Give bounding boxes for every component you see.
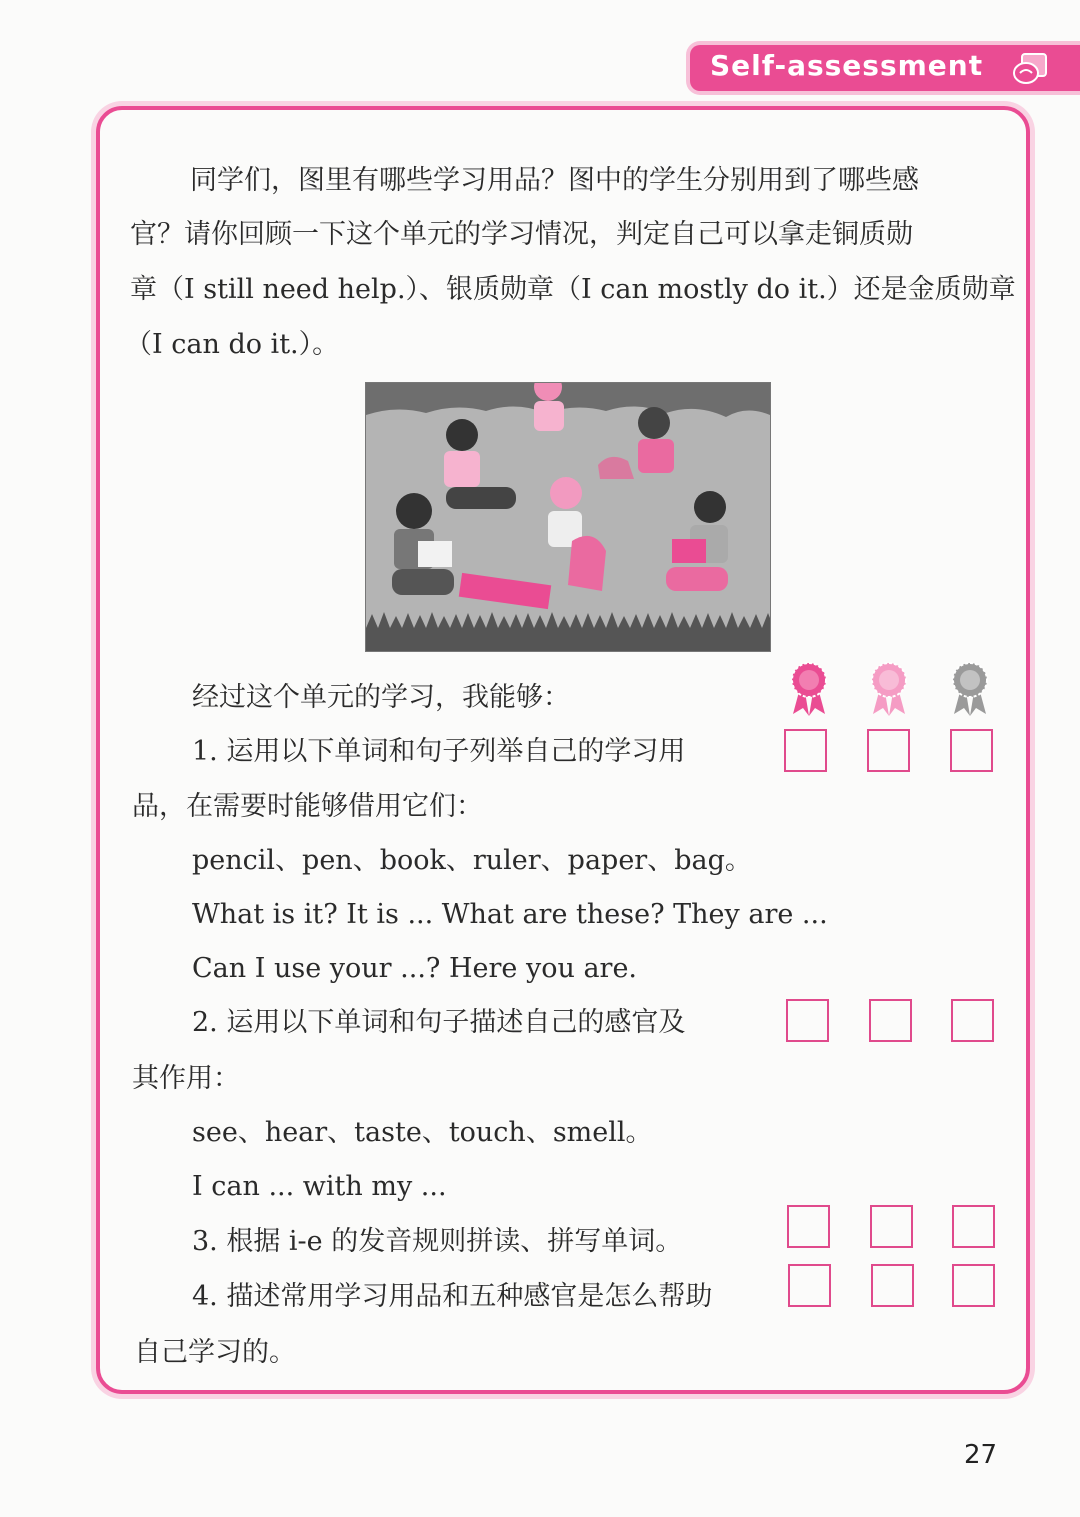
page-number: 27 xyxy=(964,1440,998,1470)
item-1-checkbox-1[interactable] xyxy=(784,729,827,772)
item-2-line-2: 其作用： xyxy=(132,1063,240,1094)
item-2-words: see、hear、taste、touch、smell。 xyxy=(192,1117,653,1148)
item-1-checkbox-3[interactable] xyxy=(950,729,993,772)
item-4-line-2: 自己学习的。 xyxy=(134,1337,296,1368)
item-2-line-1: 2. 运用以下单词和句子描述自己的感官及 xyxy=(192,1007,686,1038)
item-1-words: pencil、pen、book、ruler、paper、bag。 xyxy=(192,845,752,876)
hand-book-icon xyxy=(1012,51,1052,85)
intro-line-2: 官？请你回顾一下这个单元的学习情况，判定自己可以拿走铜质勋 xyxy=(130,219,913,250)
silver-ribbon-icon xyxy=(950,660,990,716)
item-4-line-1: 4. 描述常用学习用品和五种感官是怎么帮助 xyxy=(192,1281,713,1312)
item-4-checkbox-3[interactable] xyxy=(952,1264,995,1307)
item-1-checkbox-2[interactable] xyxy=(867,729,910,772)
item-1-line-1: 1. 运用以下单词和句子列举自己的学习用 xyxy=(192,736,686,767)
item-2-checkbox-2[interactable] xyxy=(869,999,912,1042)
item-3-text: 3. 根据 i-e 的发音规则拼读、拼写单词。 xyxy=(192,1226,683,1257)
item-2-sentence: I can ... with my ... xyxy=(192,1171,447,1202)
students-illustration xyxy=(365,382,771,652)
self-assessment-tab xyxy=(690,45,1080,91)
item-3-checkbox-2[interactable] xyxy=(870,1205,913,1248)
item-4-checkbox-2[interactable] xyxy=(871,1264,914,1307)
item-2-checkbox-3[interactable] xyxy=(951,999,994,1042)
item-1-sentence-2: Can I use your ...? Here you are. xyxy=(192,953,638,984)
item-1-sentence-1: What is it? It is ... What are these? They are ... xyxy=(192,899,828,930)
item-3-checkbox-1[interactable] xyxy=(787,1205,830,1248)
intro-line-1: 同学们，图里有哪些学习用品？图中的学生分别用到了哪些感 xyxy=(190,165,919,196)
item-1-line-2: 品，在需要时能够借用它们： xyxy=(132,791,483,822)
item-2-checkbox-1[interactable] xyxy=(786,999,829,1042)
lead-text: 经过这个单元的学习，我能够： xyxy=(192,682,570,713)
intro-line-4: （I can do it.）。 xyxy=(125,329,340,360)
pink-ribbon-icon xyxy=(789,660,829,716)
item-3-checkbox-3[interactable] xyxy=(952,1205,995,1248)
light-pink-ribbon-icon xyxy=(869,660,909,716)
illustration-svg xyxy=(366,383,770,651)
tab-label: Self-assessment xyxy=(710,49,984,82)
intro-line-3: 章（I still need help.）、银质勋章（I can mostly do it.）还是金质勋章 xyxy=(130,274,1016,305)
item-4-checkbox-1[interactable] xyxy=(788,1264,831,1307)
